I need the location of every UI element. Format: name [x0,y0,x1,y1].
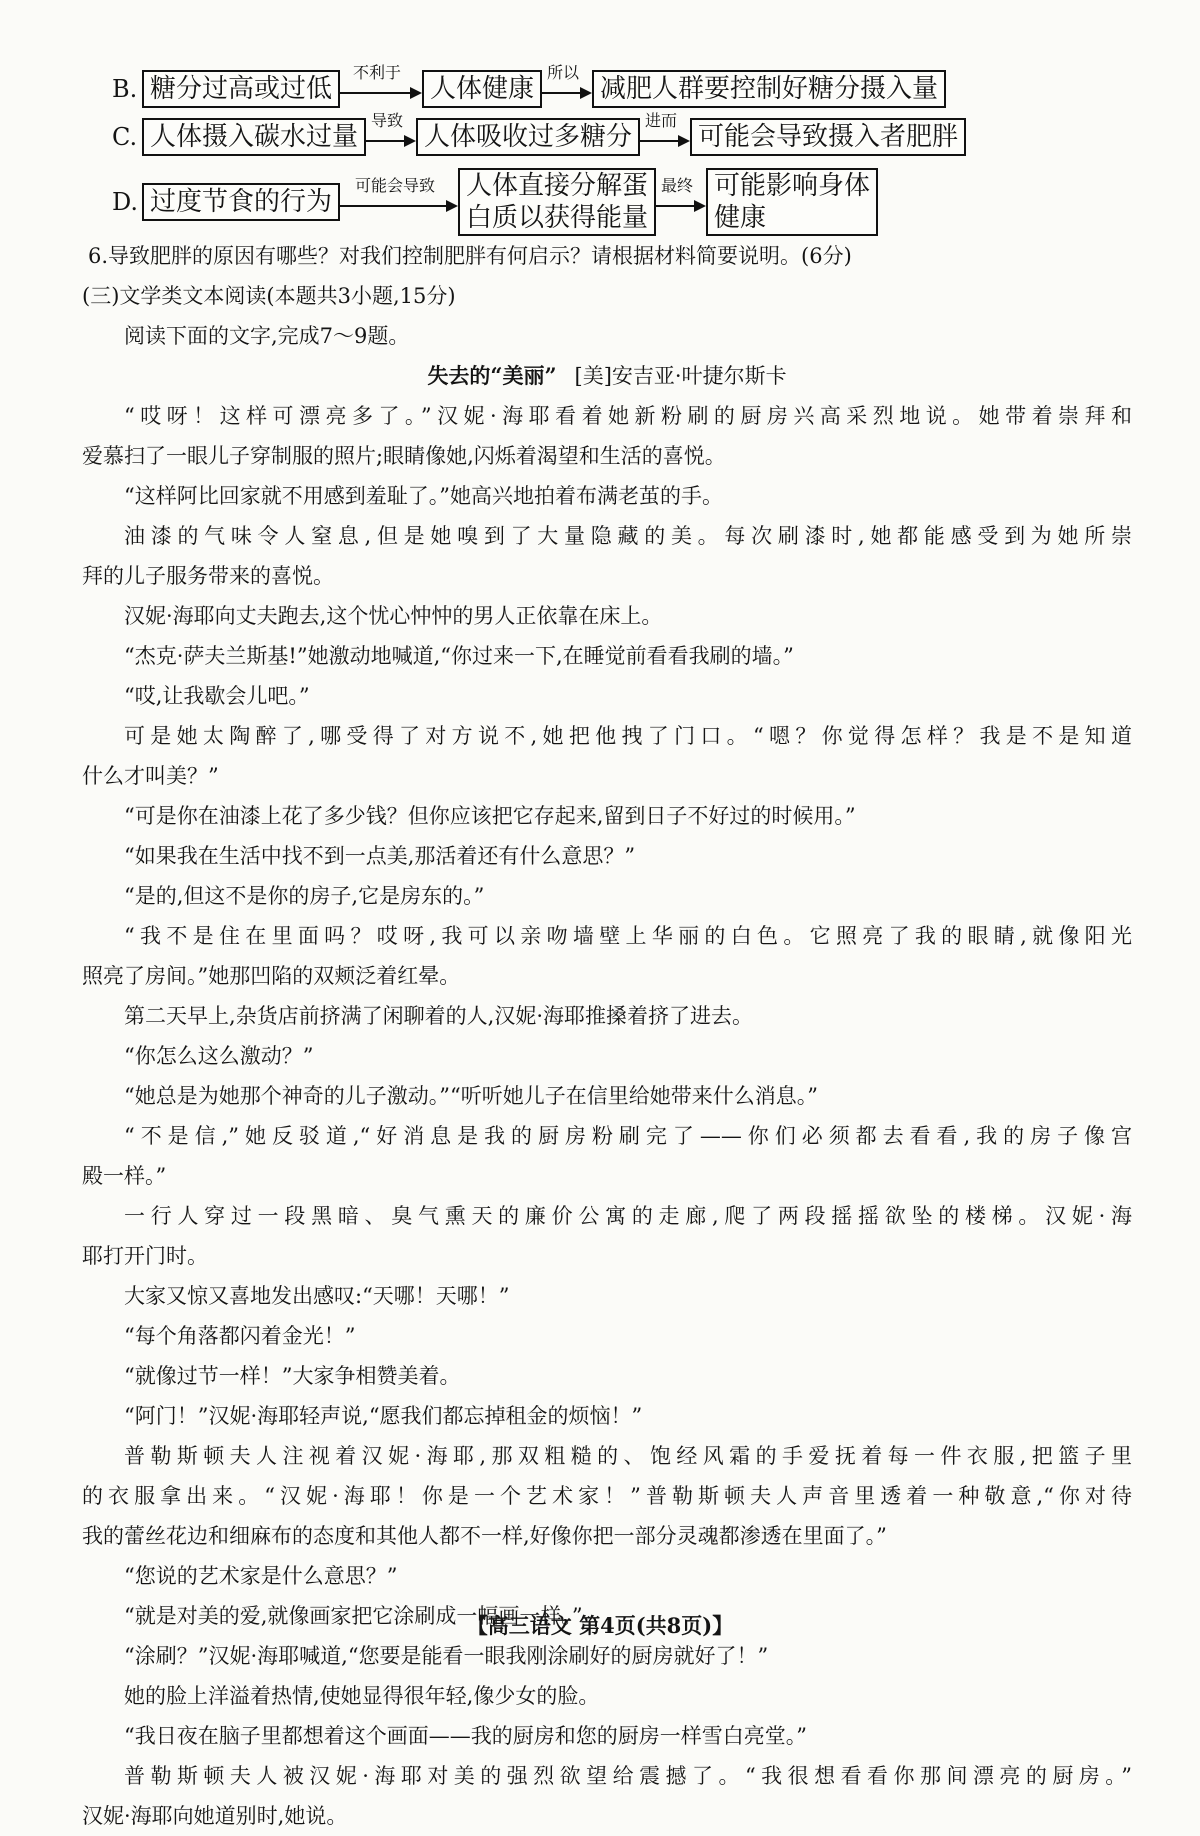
text-line: “杰克·萨夫兰斯基!”她激动地喊道,“你过来一下,在睡觉前看看我刷的墙。” [124,644,794,668]
story-author: [美]安吉亚·叶捷尔斯卡 [574,364,787,388]
arrow-label: 进而 [645,111,678,130]
text-line: 什么才叫美？” [82,764,219,788]
flow-box-line: 可能影响身体 [714,171,871,201]
text-line: “她总是为她那个神奇的儿子激动。”“听听她儿子在信里给她带来什么消息。” [124,1084,818,1108]
text-line: “可是你在油漆上花了多少钱？但你应该把它存起来,留到日子不好过的时候用。” [124,804,856,828]
text-line: “不是信,”她反驳道,“好消息是我的厨房粉刷完了——你们必须都去看看,我的房子像宫 [124,1124,1132,1148]
text-line: 普勒斯顿夫人被汉妮·海耶对美的强烈欲望给震撼了。“我很想看看你那间漂亮的厨房。” [124,1764,1132,1788]
flow-box: 人体吸收过多糖分 [416,118,640,156]
flow-arrow [366,111,416,154]
flow-box: 糖分过高或过低 [142,70,340,108]
option-letter: C. [112,123,138,151]
text-line: “你怎么这么激动？” [124,1044,314,1068]
text-line: “阿门！”汉妮·海耶轻声说,“愿我们都忘掉租金的烦恼！” [124,1404,643,1428]
flow-box [458,168,656,236]
text-line: 第二天早上,杂货店前挤满了闲聊着的人,汉妮·海耶推搡着挤了进去。 [124,1004,754,1028]
text-line: 的衣服拿出来。“汉妮·海耶！你是一个艺术家！”普勒斯顿夫人声音里透着一种敬意,“你对待 [82,1484,1132,1508]
text-line: 我的蕾丝花边和细麻布的态度和其他人都不一样,好像你把一部分灵魂都渗透在里面了。” [82,1524,887,1548]
flow-box: 人体摄入碳水过量 [142,118,366,156]
flow-box [706,168,878,236]
text-line: 耶打开门时。 [82,1244,208,1268]
text-line: 拜的儿子服务带来的喜悦。 [82,564,334,588]
story-title [82,356,1132,396]
text-line: 汉妮·海耶向她道别时,她说。 [82,1804,348,1828]
text-line: “您说的艺术家是什么意思？” [124,1564,398,1588]
arrow-label: 所以 [547,63,580,82]
option-c [112,111,966,156]
text-line: 殿一样。” [82,1164,167,1188]
story-title-main: 失去的“美丽” [427,363,557,388]
text-line: 油漆的气味令人窒息,但是她嗅到了大量隐藏的美。每次刷漆时,她都能感受到为她所崇 [124,524,1132,548]
text-line: “哎,让我歇会儿吧。” [124,684,310,708]
text-line: “每个角落都闪着金光！” [124,1324,356,1348]
text-line: 大家又惊又喜地发出感叹:“天哪！天哪！” [124,1284,510,1308]
flow-box: 过度节食的行为 [142,183,340,221]
flow-box: 人体健康 [422,70,542,108]
flow-box: 减肥人群要控制好糖分摄入量 [592,70,946,108]
text-line: “是的,但这不是你的房子,它是房东的。” [124,884,485,908]
flow-box-line: 人体直接分解蛋 [466,171,649,201]
option-letter: B. [112,75,138,103]
arrow-label: 最终 [661,176,694,195]
text-line: 可是她太陶醉了,哪受得了对方说不,她把他拽了门口。“嗯？你觉得怎样？我是不是知道 [124,724,1132,748]
flow-box-line: 白质以获得能量 [466,203,649,233]
text-line: “就像过节一样！”大家争相赞美着。 [124,1364,461,1388]
arrow-label: 不利于 [353,63,402,82]
text-line: 爱慕扫了一眼儿子穿制服的照片;眼睛像她,闪烁着渴望和生活的喜悦。 [82,444,726,468]
option-b [112,63,946,108]
instruction: 阅读下面的文字,完成7～9题。 [124,324,410,348]
flow-box: 可能会导致摄入者肥胖 [690,118,966,156]
text-line: 她的脸上洋溢着热情,使她显得很年轻,像少女的脸。 [124,1684,600,1708]
option-d [112,168,878,236]
page-footer: 【高三语文 第4页(共8页)】 [466,1613,734,1638]
arrow-label: 导致 [371,111,404,130]
text-line: “我日夜在脑子里都想着这个画面——我的厨房和您的厨房一样雪白亮堂。” [124,1724,807,1748]
text-line: “我不是住在里面吗？哎呀,我可以亲吻墙壁上华丽的白色。它照亮了我的眼睛,就像阳光 [124,924,1132,948]
arrow-label: 可能会导致 [355,176,436,195]
text-line: “这样阿比回家就不用感到羞耻了。”她高兴地拍着布满老茧的手。 [124,484,723,508]
flow-arrow [340,176,458,219]
flow-arrow [340,63,422,106]
text-line: 普勒斯顿夫人注视着汉妮·海耶,那双粗糙的、饱经风霜的手爱抚着每一件衣服,把篮子里 [124,1444,1132,1468]
flow-arrow [640,111,690,154]
option-letter: D. [112,188,139,216]
text-line: “涂刷？”汉妮·海耶喊道,“您要是能看一眼我刚涂刷好的厨房就好了！” [124,1644,769,1668]
text-line: “如果我在生活中找不到一点美,那活着还有什么意思？” [124,844,636,868]
text-line: “哎呀！这样可漂亮多了。”汉妮·海耶看着她新粉刷的厨房兴高采烈地说。她带着崇拜和 [124,404,1132,428]
text-line: “就是对美的爱,就像画家把它涂刷成一幅画一样。” [124,1604,583,1628]
text-line: 一行人穿过一段黑暗、臭气熏天的廉价公寓的走廊,爬了两段摇摇欲坠的楼梯。汉妮·海 [124,1204,1132,1228]
section-heading: (三)文学类文本阅读(本题共3小题,15分) [82,284,456,308]
text-line: 照亮了房间。”她那凹陷的双颊泛着红晕。 [82,964,461,988]
reading-text [82,236,1132,1836]
flow-arrow [542,63,592,106]
flow-arrow [656,176,706,219]
question-6: 6.导致肥胖的原因有哪些？对我们控制肥胖有何启示？请根据材料简要说明。(6分) [88,244,852,268]
flow-box-line: 健康 [714,203,767,233]
text-line: 汉妮·海耶向丈夫跑去,这个忧心忡忡的男人正依靠在床上。 [124,604,663,628]
